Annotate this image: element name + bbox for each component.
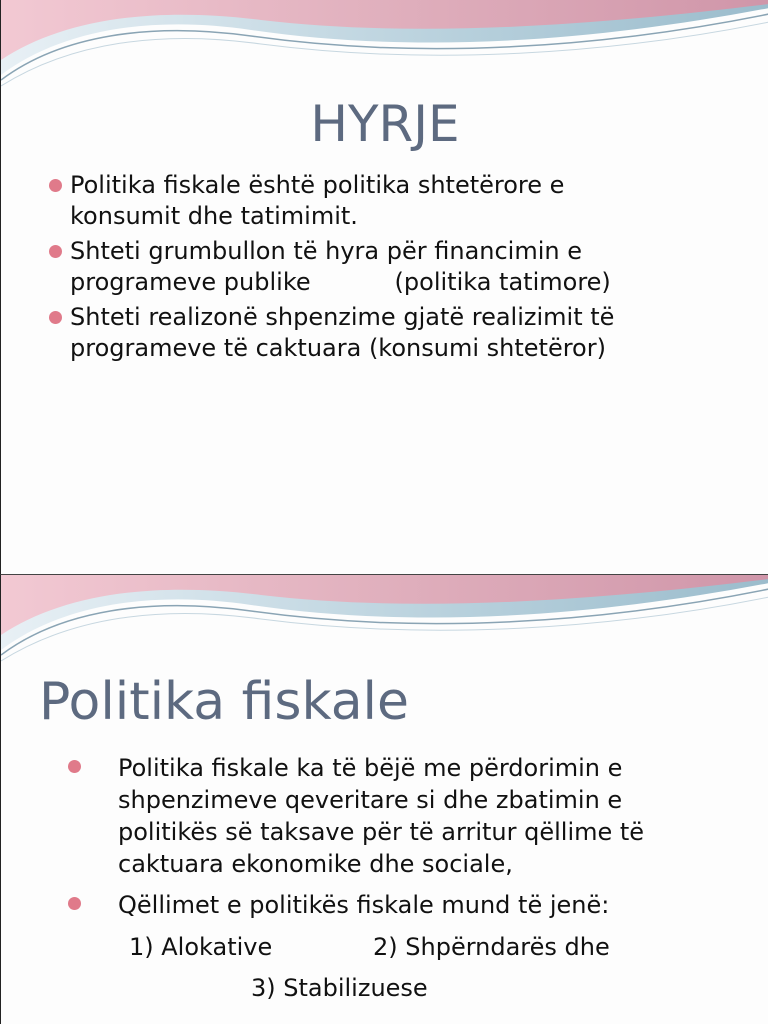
bullet-list: [61, 752, 751, 930]
bullet-text: programeve publike (politika tatimore): [70, 268, 611, 296]
bullet-list: [45, 170, 745, 368]
bullet-text: Shteti realizonë shpenzime gjatë realizimit të: [70, 303, 615, 331]
decorative-swoosh: [1, 0, 768, 90]
sub-item-alokative: 1) Alokative: [129, 933, 273, 961]
bullet-item: [45, 236, 745, 298]
bullet-dot-icon: [68, 760, 81, 773]
bullet-text: programeve të caktuara (konsumi shtetëror): [70, 334, 606, 362]
slide-2: [0, 575, 768, 1024]
bullet-item: [61, 889, 751, 921]
bullet-item: [45, 170, 745, 232]
bullet-text: shpenzimeve qeveritare si dhe zbatimin e: [118, 786, 623, 814]
sub-item-shperndares: 2) Shpërndarës dhe: [373, 933, 610, 961]
bullet-text: Shteti grumbullon të hyra për financimin e: [70, 237, 583, 265]
sub-item-stabilizuese: 3) Stabilizuese: [251, 974, 428, 1002]
bullet-text: Qëllimet e politikës fiskale mund të jenë:: [118, 891, 610, 919]
bullet-dot-icon: [68, 897, 81, 910]
slide-title: HYRJE: [310, 95, 460, 153]
bullet-item: [45, 302, 745, 364]
slide-title: Politika fiskale: [39, 672, 409, 732]
bullet-text: konsumit dhe tatimimit.: [70, 202, 358, 230]
bullet-dot-icon: [49, 245, 62, 258]
bullet-text: politikës së taksave për të arritur qëllime të: [118, 818, 645, 846]
decorative-swoosh: [1, 575, 768, 665]
bullet-dot-icon: [49, 311, 62, 324]
bullet-text: Politika fiskale ka të bëjë me përdorimin e: [118, 754, 623, 782]
bullet-text: Politika fiskale është politika shtetërore e: [70, 171, 565, 199]
bullet-item: [61, 752, 751, 880]
bullet-dot-icon: [49, 179, 62, 192]
bullet-text: caktuara ekonomike dhe sociale,: [118, 850, 513, 878]
